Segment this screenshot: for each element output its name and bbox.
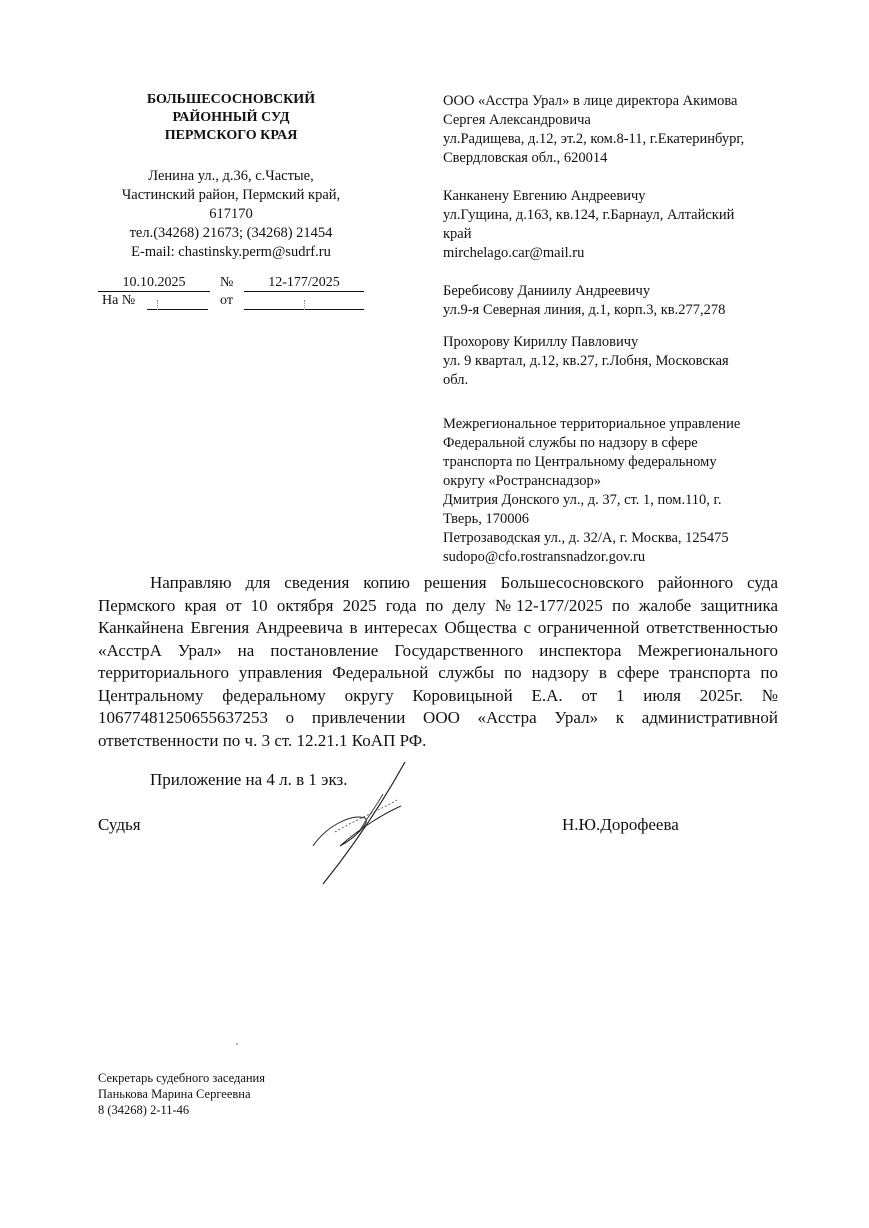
recipient-line: ул. 9 квартал, д.12, кв.27, г.Лобня, Московская xyxy=(443,353,729,369)
court-name-line: БОЛЬШЕСОСНОВСКИЙ xyxy=(146,92,316,107)
secretary-title: Секретарь судебного заседания xyxy=(98,1071,265,1085)
court-address-line: 617170 xyxy=(209,206,253,222)
recipient-line: край xyxy=(443,226,472,242)
recipient-line: Прохорову Кириллу Павловичу xyxy=(443,334,639,350)
recipient-line: Беребисову Даниилу Андреевичу xyxy=(443,283,651,299)
outgoing-date: 10.10.2025 xyxy=(98,275,210,292)
court-email: E-mail: chastinsky.perm@sudrf.ru xyxy=(131,244,331,260)
recipient-line: Межрегиональное территориальное управление xyxy=(443,416,741,432)
attachment-note: Приложение на 4 л. в 1 экз. xyxy=(150,770,348,789)
recipient-line: Федеральной службы по надзору в сфере xyxy=(443,435,698,451)
recipient-rostransnadzor xyxy=(443,415,793,567)
recipients-block xyxy=(443,92,793,586)
recipient-line: округу «Ространснадзор» xyxy=(443,473,601,489)
recipient-email: sudopo@cfo.rostransnadzor.gov.ru xyxy=(443,549,646,565)
recipient-line: Петрозаводская ул., д. 32/А, г. Москва, 125475 xyxy=(443,530,729,546)
court-name-line: ПЕРМСКОГО КРАЯ xyxy=(164,128,298,143)
recipient-berebisov xyxy=(443,282,793,320)
reference-date-label: от xyxy=(220,293,233,308)
stray-mark xyxy=(236,1043,238,1045)
recipient-line: ул.Гущина, д.163, кв.124, г.Барнаул, Алтайский xyxy=(443,207,735,223)
recipient-email: mirchelago.car@mail.ru xyxy=(443,245,585,261)
secretary-contact xyxy=(98,1070,265,1118)
recipient-line: Сергея Александровича xyxy=(443,112,591,128)
secretary-phone: 8 (34268) 2-11-46 xyxy=(98,1103,190,1117)
court-phone: тел.(34268) 21673; (34268) 21454 xyxy=(129,225,333,241)
judge-title: Судья xyxy=(98,815,141,834)
recipient-line: транспорта по Центральному федеральному xyxy=(443,454,717,470)
form-tick-mark xyxy=(304,300,305,310)
court-address-line: Ленина ул., д.36, с.Частые, xyxy=(148,168,314,184)
recipient-line: Тверь, 170006 xyxy=(443,511,529,527)
secretary-name: Панькова Марина Сергеевна xyxy=(98,1087,251,1101)
outgoing-number: 12-177/2025 xyxy=(244,275,364,292)
recipient-line: Дмитрия Донского ул., д. 37, ст. 1, пом.110, г. xyxy=(443,492,722,508)
recipient-line: ул.9-я Северная линия, д.1, корп.3, кв.277,278 xyxy=(443,302,726,318)
recipient-prokhorov xyxy=(443,333,793,390)
handwritten-signature xyxy=(305,758,415,888)
recipient-line: Свердловская обл., 620014 xyxy=(443,150,608,166)
court-name-line: РАЙОННЫЙ СУД xyxy=(172,110,290,125)
number-sign: № xyxy=(220,275,234,290)
letter-body: Направляю для сведения копию решения Большесосновского районного суда Пермского края от 10 октября 2025 года по делу №12-177/2025 по жалобе защитника Канкайнена Евгения Андреевича в интересах Общества с ограниченной ответственностью «АсстрА Урал» на постановление Государственного инспектора Межрегионального территориального управления Федеральной службы по надзору в сфере транспорта по Центральному федеральному округу Коровицыной Е.А. от 1 июля 2025г. № 10677481250655637253 о привлечении ООО «Асстра Урал» к административной ответственности по ч. 3 ст. 12.21.1 КоАП РФ. xyxy=(98,573,778,750)
recipient-assstra xyxy=(443,92,793,168)
judge-name: Н.Ю.Дорофеева xyxy=(562,815,679,834)
court-address-line: Частинский район, Пермский край, xyxy=(121,187,341,203)
reference-number-label: На № xyxy=(102,293,136,308)
recipient-line: Канканену Евгению Андреевичу xyxy=(443,188,646,204)
recipient-line: ООО «Асстра Урал» в лице директора Акимова xyxy=(443,93,738,109)
court-address xyxy=(95,167,367,262)
recipient-kankanen xyxy=(443,187,793,263)
form-tick-mark xyxy=(157,300,158,310)
court-name xyxy=(95,91,367,145)
recipient-line: обл. xyxy=(443,372,469,388)
recipient-line: ул.Радищева, д.12, эт.2, ком.8-11, г.Екатеринбург, xyxy=(443,131,745,147)
